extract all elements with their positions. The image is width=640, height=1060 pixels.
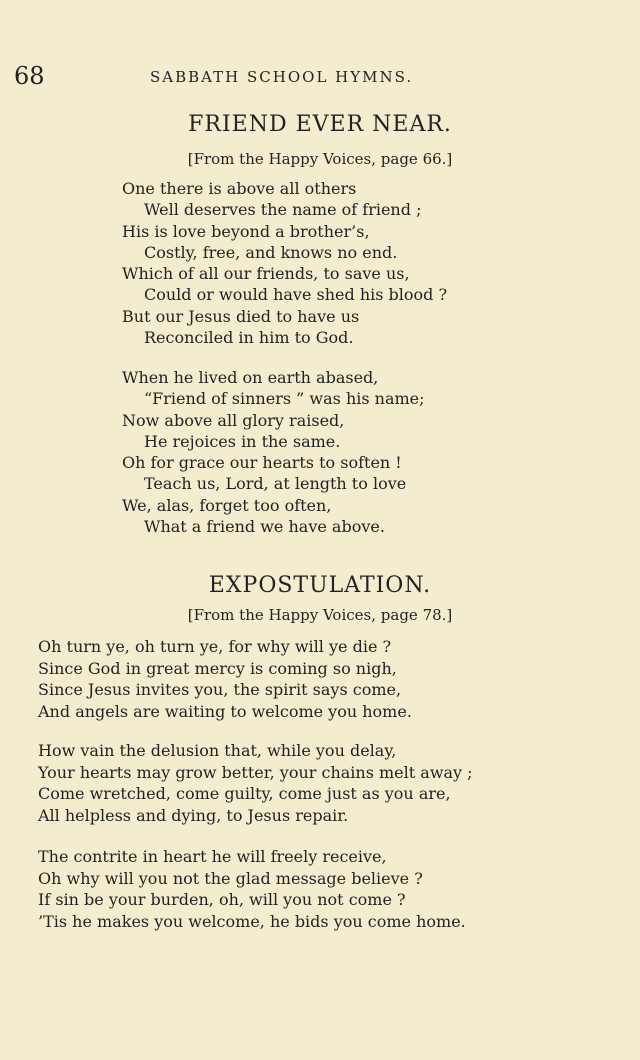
verse-line: “Friend of sinners ” was his name; — [144, 389, 425, 409]
verse-line: Since Jesus invites you, the spirit says come, — [38, 680, 402, 699]
verse-line: Well deserves the name of friend ; — [144, 200, 422, 220]
hymn-2-verse-1 — [38, 636, 412, 722]
hymn-title-expostulation: EXPOSTULATION. — [208, 573, 432, 598]
page-number: 68 — [14, 62, 45, 90]
verse-line: Since God in great mercy is coming so nigh, — [38, 658, 397, 678]
hymn-2-verse-3 — [38, 846, 466, 932]
verse-line: We, alas, forget too often, — [122, 495, 332, 515]
verse-line: Reconciled in him to God. — [144, 328, 354, 348]
verse-line: Your hearts may grow better, your chains melt away ; — [38, 762, 473, 782]
verse-line: He rejoices in the same. — [144, 431, 341, 451]
hymn-title-friend-ever-near: FRIEND EVER NEAR. — [188, 112, 452, 137]
running-head: SABBATH SCHOOL HYMNS. — [150, 68, 414, 86]
hymn-1-verse-1 — [122, 178, 447, 348]
verse-line: The contrite in heart he will freely receive, — [38, 847, 387, 866]
verse-line: Oh turn ye, oh turn ye, for why will ye die ? — [38, 637, 392, 656]
verse-line: Which of all our friends, to save us, — [122, 264, 410, 284]
verse-line: But our Jesus died to have us — [122, 306, 360, 326]
verse-line: And angels are waiting to welcome you home. — [38, 701, 412, 721]
verse-line: All helpless and dying, to Jesus repair. — [38, 805, 349, 825]
hymn-2-verse-2 — [38, 740, 473, 826]
verse-line: One there is above all others — [122, 179, 357, 198]
verse-line: How vain the delusion that, while you delay, — [38, 741, 397, 760]
hymn-1-verse-2 — [122, 367, 425, 537]
verse-line: His is love beyond a brother’s, — [122, 221, 370, 241]
verse-line: Now above all glory raised, — [122, 410, 345, 430]
verse-line: Come wretched, come guilty, come just as you are, — [38, 784, 451, 803]
hymn-source: [From the Happy Voices, page 66.] — [187, 150, 453, 168]
verse-line: Could or would have shed his blood ? — [144, 285, 448, 305]
hymn-source: [From the Happy Voices, page 78.] — [187, 606, 453, 624]
verse-line: When he lived on earth abased, — [122, 368, 379, 387]
verse-line: Oh why will you not the glad message believe ? — [38, 868, 423, 888]
verse-line: ’Tis he makes you welcome, he bids you come home. — [38, 911, 466, 931]
verse-line: What a friend we have above. — [144, 517, 385, 537]
page-header — [0, 62, 640, 92]
verse-line: If sin be your burden, oh, will you not come ? — [38, 890, 406, 909]
verse-line: Teach us, Lord, at length to love — [144, 474, 407, 494]
verse-line: Oh for grace our hearts to soften ! — [122, 453, 402, 473]
verse-line: Costly, free, and knows no end. — [144, 242, 398, 262]
